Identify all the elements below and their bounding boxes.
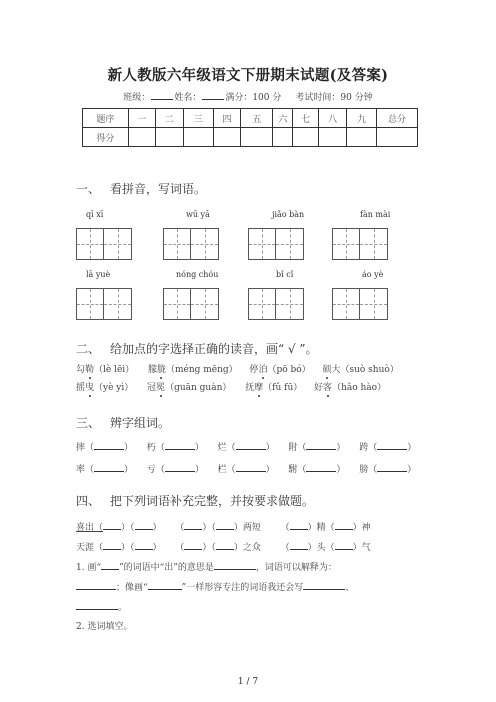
dotted-char: 泊	[258, 362, 267, 375]
answer-blank[interactable]	[76, 601, 118, 610]
answer-blank[interactable]	[335, 541, 353, 550]
writing-grid[interactable]	[332, 228, 388, 260]
section1-number: 一、	[76, 182, 101, 196]
exam-info	[0, 90, 496, 103]
score-table-score-row	[83, 128, 418, 147]
writing-grid[interactable]	[248, 228, 304, 260]
word-group-row-1: 摔（ ） 朽（ ） 烂（ ） 附（ ） 跨（ ）	[76, 443, 417, 453]
answer-blank[interactable]	[148, 581, 182, 590]
answer-blank[interactable]	[94, 463, 124, 472]
name-label: 姓名：	[174, 93, 202, 103]
answer-blank[interactable]	[236, 463, 266, 472]
score-cell: 八	[319, 109, 347, 128]
writing-grid[interactable]	[332, 288, 388, 320]
answer-blank[interactable]	[290, 521, 308, 530]
answer-blank[interactable]	[306, 441, 336, 450]
score-table-header-row	[83, 109, 418, 128]
answer-blank[interactable]	[165, 441, 195, 450]
section2-heading	[76, 340, 318, 357]
score-table	[82, 108, 418, 147]
dotted-char: 硕	[322, 362, 331, 375]
section1-heading	[76, 180, 206, 197]
score-input-cell[interactable]	[183, 128, 213, 147]
score-cell: 二	[155, 109, 183, 128]
score-input-cell[interactable]	[347, 128, 377, 147]
writing-grid[interactable]	[76, 288, 132, 320]
score-cell: 五	[241, 109, 273, 128]
answer-blank[interactable]	[214, 561, 256, 570]
score-cell: 题序	[83, 109, 129, 128]
score-input-cell[interactable]	[319, 128, 347, 147]
score-input-cell[interactable]	[377, 128, 418, 147]
section3-number: 三、	[76, 416, 101, 430]
score-input-cell[interactable]	[213, 128, 241, 147]
section2-number: 二、	[76, 342, 101, 356]
reading-options[interactable]: （méng mēng）	[165, 365, 238, 375]
score-row-label: 得分	[83, 128, 129, 147]
answer-blank[interactable]	[94, 441, 124, 450]
reading-options[interactable]: （pō bó）	[267, 365, 311, 375]
score-label: 满分：100 分	[225, 93, 282, 103]
section4-title: 把下列词语补充完整，并按要求做题。	[110, 494, 315, 508]
score-cell: 总分	[377, 109, 418, 128]
page-title: 新人教版六年级语文下册期末试题(及答案)	[107, 67, 389, 84]
answer-blank[interactable]	[236, 441, 266, 450]
reading-options[interactable]: （yè yì）	[94, 383, 134, 393]
section3-title: 辨字组词。	[110, 416, 171, 430]
score-input-cell[interactable]	[273, 128, 293, 147]
score-input-cell[interactable]	[293, 128, 319, 147]
answer-blank[interactable]	[303, 581, 345, 590]
dotted-char: 客	[323, 380, 332, 393]
score-cell: 九	[347, 109, 377, 128]
pinyin-label: lā yuè	[86, 270, 111, 279]
word-group-row-2: 率（ ） 亏（ ） 栏（ ） 駙（ ） 膀（ ）	[76, 465, 417, 475]
answer-blank[interactable]	[103, 541, 121, 550]
answer-blank[interactable]	[216, 521, 234, 530]
pinyin-label: jiǎo bàn	[272, 210, 305, 219]
dotted-char: 曳	[85, 380, 94, 393]
writing-grid[interactable]	[163, 288, 219, 320]
section3-heading	[76, 414, 170, 431]
reading-line-2: 摇曳（yè yì） 冠冕（guān guàn） 抚摩（fǔ fū） 好客（hǎo hào）	[76, 380, 386, 393]
pinyin-label: wū yā	[186, 210, 210, 219]
score-input-cell[interactable]	[155, 128, 183, 147]
pinyin-label: bǐ cǐ	[276, 270, 294, 279]
writing-grid[interactable]	[76, 228, 132, 260]
answer-blank[interactable]	[103, 521, 121, 530]
reading-options[interactable]: （suò shuò）	[340, 365, 399, 375]
score-input-cell[interactable]	[241, 128, 273, 147]
answer-blank[interactable]	[290, 541, 308, 550]
writing-grid[interactable]	[248, 288, 304, 320]
class-label: 班级：	[123, 93, 151, 103]
score-cell: 四	[213, 109, 241, 128]
question-1-continued: ；像画“ ”一样形容专注的词语我还会写 、	[76, 580, 354, 593]
answer-blank[interactable]	[216, 541, 234, 550]
reading-options[interactable]: （guān guàn）	[165, 383, 232, 393]
score-input-cell[interactable]	[128, 128, 155, 147]
answer-blank[interactable]	[184, 521, 202, 530]
answer-blank[interactable]	[377, 463, 407, 472]
question-1: 1. 画“ ”的词语中“出”的意思是 ，词语可以解释为：	[76, 563, 337, 573]
idiom-line-2: 天涯（ ）（ ） （ ）（ ）之众 （ ）头（ ）气	[76, 543, 371, 553]
class-blank[interactable]	[151, 91, 173, 100]
answer-blank[interactable]	[76, 581, 116, 590]
section4-number: 四、	[76, 494, 101, 508]
time-label: 考试时间：90 分钟	[295, 93, 373, 103]
answer-blank[interactable]	[135, 541, 153, 550]
question-1-end: 。	[76, 600, 127, 613]
score-cell: 一	[128, 109, 155, 128]
pinyin-label: áo yè	[362, 270, 384, 279]
reading-line-1: 勾勒（lè lēi） 朦胧（méng mēng） 停泊（pō bó） 硕大（suò shuò）	[76, 362, 399, 375]
reading-options[interactable]: （fǔ fū）	[263, 383, 303, 393]
page-number: 1 / 7	[237, 677, 259, 687]
pinyin-label: fàn mài	[360, 210, 391, 219]
section4-heading	[76, 492, 314, 509]
pinyin-label: nóng chóu	[176, 270, 219, 279]
dotted-char: 摩	[254, 380, 263, 393]
reading-options[interactable]: （lè lēi）	[94, 365, 135, 375]
score-cell: 七	[293, 109, 319, 128]
name-blank[interactable]	[202, 91, 224, 100]
section2-title: 给加点的字选择正确的读音，画“ √ ”。	[110, 342, 318, 356]
dotted-char: 勒	[85, 362, 94, 375]
pinyin-label: qī xī	[86, 210, 104, 219]
dotted-char: 胧	[157, 362, 166, 375]
answer-blank[interactable]	[335, 521, 353, 530]
answer-blank[interactable]	[184, 541, 202, 550]
idiom-line-1: 喜出（ ）（ ） （ ）（ ）两短 （ ）精（ ）神	[76, 523, 371, 533]
answer-blank[interactable]	[165, 463, 195, 472]
section1-title: 看拼音，写词语。	[110, 182, 207, 196]
dotted-char: 冕	[156, 380, 165, 393]
score-cell: 三	[183, 109, 213, 128]
answer-blank[interactable]	[306, 463, 336, 472]
writing-grid[interactable]	[163, 228, 219, 260]
score-cell: 六	[273, 109, 293, 128]
reading-options[interactable]: （hǎo hào）	[332, 383, 387, 393]
question-2: 2. 选词填空。	[76, 622, 133, 632]
answer-blank[interactable]	[377, 441, 407, 450]
answer-blank[interactable]	[135, 521, 153, 530]
